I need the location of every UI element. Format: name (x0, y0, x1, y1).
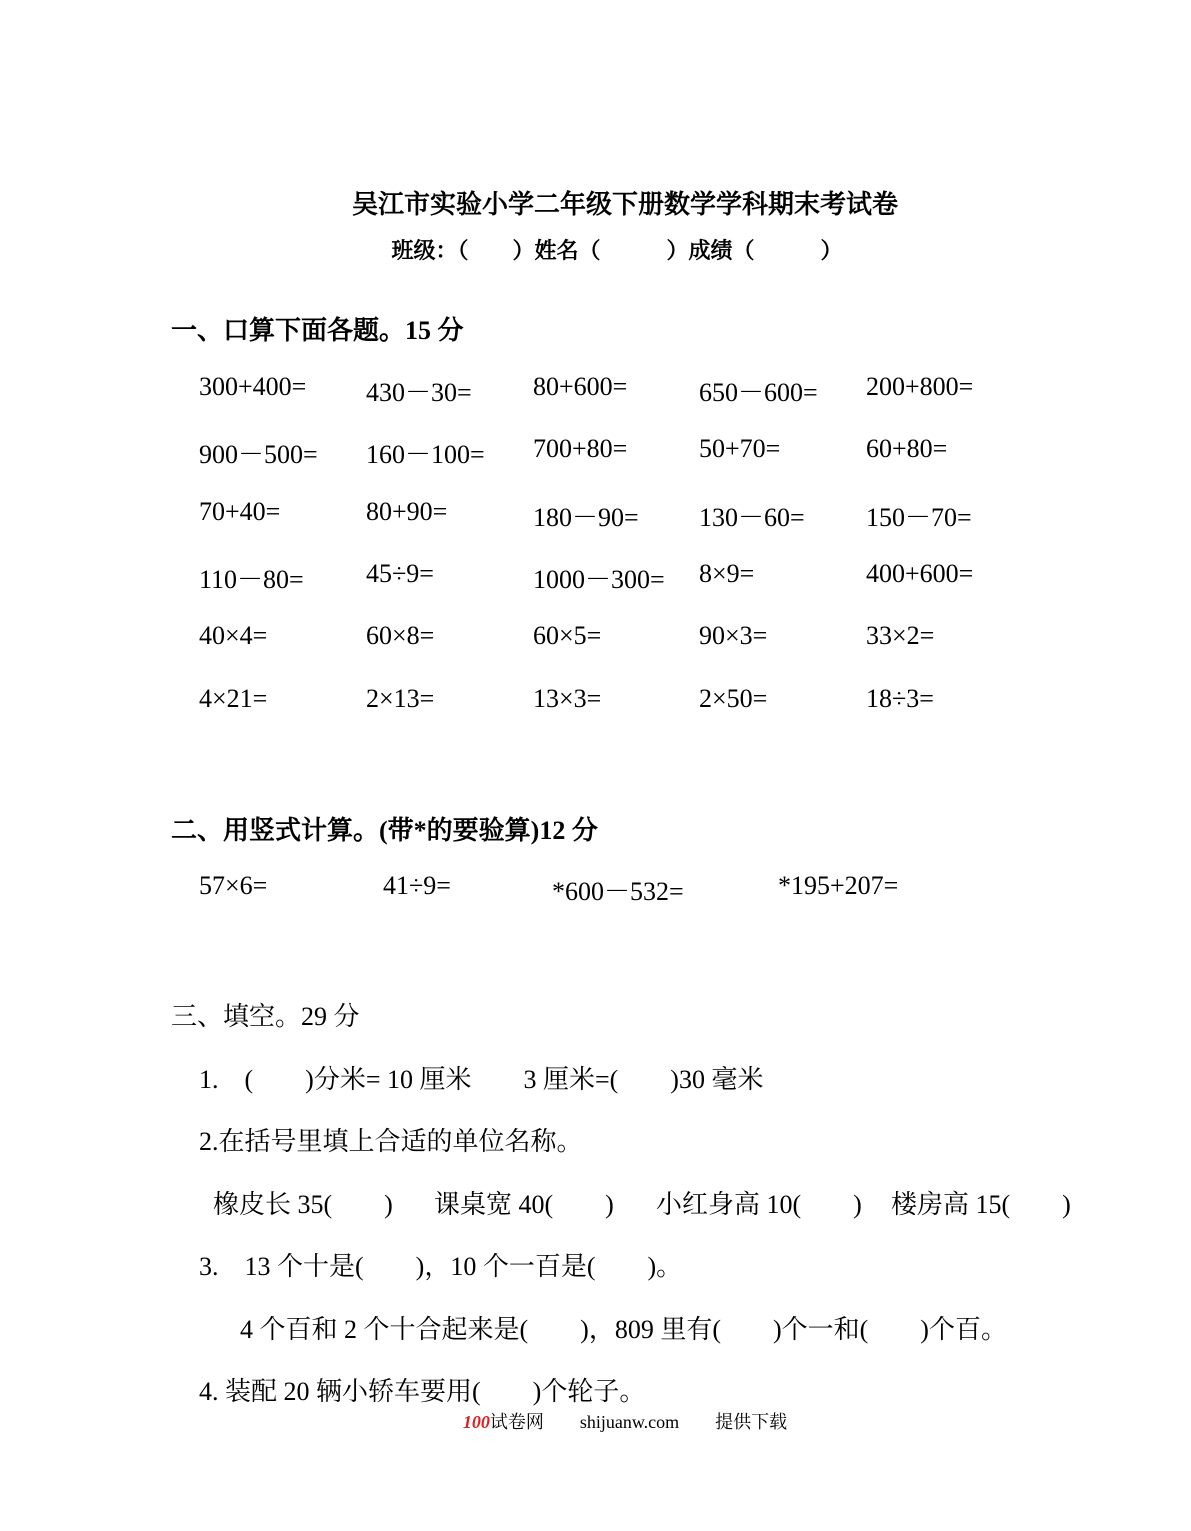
fill-question-1: 1. ( )分米= 10 厘米 3 厘米=( )30 毫米 (199, 1065, 764, 1094)
oral-calc-item: 900－500= (199, 440, 318, 469)
site-name: 试卷网 (489, 1412, 544, 1432)
oral-calc-item: 130－60= (699, 503, 805, 532)
section-3-heading: 三、填空。29 分 (171, 1002, 360, 1031)
oral-calc-item: 180－90= (533, 503, 639, 532)
oral-calc-item: 60×8= (366, 621, 435, 650)
oral-calc-row (0, 434, 1191, 474)
oral-calc-item: 80+90= (366, 497, 448, 526)
vertical-calc-item: 41÷9= (383, 871, 451, 900)
oral-calc-item: 150－70= (866, 503, 972, 532)
oral-calc-item: 18÷3= (866, 684, 934, 713)
vertical-calc-row (0, 871, 1191, 911)
oral-calc-item: 60+80= (866, 434, 948, 463)
unit-blank-item: 小红身高 10( ) (656, 1190, 862, 1219)
oral-calc-row (0, 497, 1191, 537)
oral-calc-item: 300+400= (199, 372, 307, 401)
download-note: 提供下载 (715, 1412, 788, 1432)
oral-calc-row (0, 621, 1191, 661)
oral-calc-item: 45÷9= (366, 559, 434, 588)
oral-calc-item: 8×9= (699, 559, 755, 588)
oral-calc-item: 60×5= (533, 621, 602, 650)
vertical-calc-item: *600－532= (552, 877, 684, 906)
page-title: 吴江市实验小学二年级下册数学学科期末考试卷 (351, 190, 898, 219)
fill-question-2-items (0, 1184, 1191, 1224)
unit-blank-item: 课桌宽 40( ) (434, 1190, 614, 1219)
oral-calc-item: 90×3= (699, 621, 768, 650)
oral-calc-item: 50+70= (699, 434, 781, 463)
student-info-line: 班级：（ ）姓名（ ）成绩（ ） (391, 238, 843, 263)
vertical-calc-item: 57×6= (199, 871, 268, 900)
oral-calc-item: 33×2= (866, 621, 935, 650)
oral-calc-item: 1000－300= (533, 565, 665, 594)
oral-calc-row (0, 559, 1191, 599)
fill-question-4: 4. 装配 20 辆小轿车要用( )个轮子。 (199, 1377, 646, 1406)
vertical-calc-item: *195+207= (778, 871, 899, 900)
oral-calc-item: 13×3= (533, 684, 602, 713)
oral-calc-item: 650－600= (699, 378, 818, 407)
oral-calc-item: 80+600= (533, 372, 628, 401)
oral-calc-item: 160－100= (366, 440, 485, 469)
oral-calc-item: 430－30= (366, 378, 472, 407)
oral-calc-row (0, 372, 1191, 412)
site-url[interactable]: shijuanw.com (579, 1412, 680, 1432)
oral-calc-row (0, 684, 1191, 724)
oral-calc-item: 200+800= (866, 372, 974, 401)
unit-blank-item: 橡皮长 35( ) (213, 1190, 393, 1219)
footer (0, 1408, 1191, 1434)
unit-blank-item: 楼房高 15( ) (891, 1190, 1071, 1219)
section-2-heading: 二、用竖式计算。(带*的要验算)12 分 (171, 816, 598, 845)
oral-calc-item: 110－80= (199, 565, 304, 594)
section-1-heading: 一、口算下面各题。15 分 (171, 316, 464, 345)
oral-calc-item: 2×13= (366, 684, 435, 713)
oral-calc-item: 400+600= (866, 559, 974, 588)
oral-calc-item: 700+80= (533, 434, 628, 463)
fill-question-3a: 3. 13 个十是( )，10 个一百是( )。 (199, 1252, 683, 1281)
oral-calc-item: 2×50= (699, 684, 768, 713)
oral-calc-item: 4×21= (199, 684, 268, 713)
site-logo: 100 (462, 1412, 490, 1432)
oral-calc-item: 70+40= (199, 497, 281, 526)
oral-calc-item: 40×4= (199, 621, 268, 650)
fill-question-2-title: 2.在括号里填上合适的单位名称。 (199, 1127, 583, 1156)
fill-question-3b: 4 个百和 2 个十合起来是( )，809 里有( )个一和( )个百。 (240, 1315, 1007, 1344)
